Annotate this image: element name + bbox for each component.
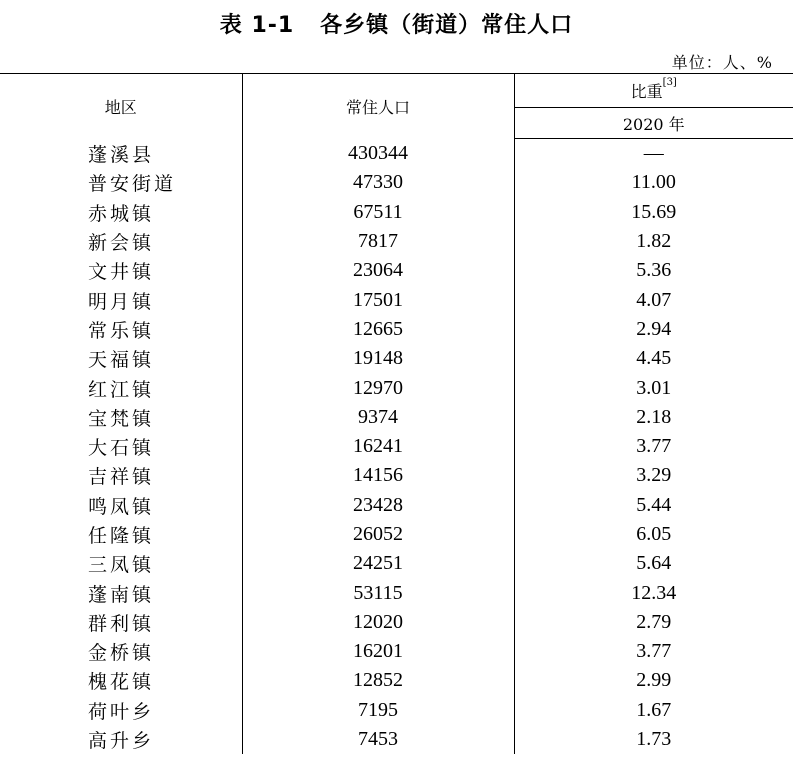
share-cell: 1.67 [636,698,672,721]
header-population: 常住人口 [242,74,514,139]
population-cell: 9374 [242,403,514,432]
region-cell: 鸣凤镇 [0,491,242,520]
region-cell: 金桥镇 [0,637,242,666]
region-cell: 文井镇 [0,256,242,285]
population-cell: 430344 [242,139,514,169]
region-cell: 天福镇 [0,344,242,373]
region-cell: 赤城镇 [0,198,242,227]
table-row [0,285,793,314]
share-cell: 12.34 [631,581,677,604]
share-cell: — [643,142,664,165]
footnote-marker: [3] [662,77,677,88]
table-row [0,666,793,695]
header-share [514,74,793,108]
population-cell: 7195 [242,696,514,725]
table-row [0,315,793,344]
share-cell: 4.07 [636,288,672,311]
table-row [0,198,793,227]
population-cell: 14156 [242,461,514,490]
region-cell: 群利镇 [0,608,242,637]
population-cell: 23064 [242,256,514,285]
region-cell: 常乐镇 [0,315,242,344]
region-cell: 任隆镇 [0,520,242,549]
population-cell: 12970 [242,373,514,402]
share-cell: 2.18 [636,405,672,428]
share-cell: 3.29 [636,464,672,487]
share-cell: 3.77 [636,435,672,458]
table-row [0,373,793,402]
population-table [0,73,793,754]
table-row [0,461,793,490]
population-cell: 24251 [242,549,514,578]
share-cell: 3.77 [636,640,672,663]
table-title: 表 1-1 各乡镇（街道）常住人口 [219,13,574,38]
region-cell: 大石镇 [0,432,242,461]
region-cell: 宝梵镇 [0,403,242,432]
table-row [0,608,793,637]
population-cell: 12665 [242,315,514,344]
population-cell: 53115 [242,578,514,607]
table-row [0,696,793,725]
population-cell: 23428 [242,491,514,520]
share-cell: 1.73 [636,728,672,751]
table-body [0,139,793,755]
table-header [0,74,793,139]
region-cell: 新会镇 [0,227,242,256]
population-cell: 17501 [242,285,514,314]
population-cell: 12020 [242,608,514,637]
unit-label: 单位：人、% [671,53,773,72]
table-row [0,725,793,754]
table-row [0,432,793,461]
share-cell: 5.36 [636,259,672,282]
table-row [0,520,793,549]
table-row [0,578,793,607]
region-cell: 明月镇 [0,285,242,314]
table-row [0,549,793,578]
region-cell: 红江镇 [0,373,242,402]
table-row [0,168,793,197]
share-cell: 2.79 [636,610,672,633]
region-cell: 蓬南镇 [0,578,242,607]
share-cell: 5.44 [636,493,672,516]
population-cell: 16241 [242,432,514,461]
table-row [0,256,793,285]
table-row [0,637,793,666]
population-cell: 7453 [242,725,514,754]
region-cell: 槐花镇 [0,666,242,695]
population-cell: 7817 [242,227,514,256]
table-row [0,403,793,432]
share-cell: 2.94 [636,317,672,340]
population-cell: 47330 [242,168,514,197]
region-cell: 高升乡 [0,725,242,754]
population-cell: 67511 [242,198,514,227]
region-cell: 荷叶乡 [0,696,242,725]
share-cell: 3.01 [636,376,672,399]
table-row [0,491,793,520]
header-region: 地区 [0,74,242,139]
share-cell: 4.45 [636,347,672,370]
table-row [0,344,793,373]
region-cell: 蓬溪县 [0,139,242,169]
table-row [0,227,793,256]
table-row [0,139,793,169]
region-cell: 三凤镇 [0,549,242,578]
share-cell: 1.82 [636,230,672,253]
population-cell: 12852 [242,666,514,695]
region-cell: 普安街道 [0,168,242,197]
share-cell: 15.69 [631,200,677,223]
population-cell: 19148 [242,344,514,373]
region-cell: 吉祥镇 [0,461,242,490]
share-cell: 2.99 [636,669,672,692]
population-cell: 16201 [242,637,514,666]
header-share-label: 比重 [630,82,663,101]
header-year: 2020 年 [514,108,793,139]
share-cell: 11.00 [631,171,676,194]
share-cell: 6.05 [636,523,672,545]
share-cell: 5.64 [636,552,672,575]
population-cell: 26052 [242,520,514,549]
